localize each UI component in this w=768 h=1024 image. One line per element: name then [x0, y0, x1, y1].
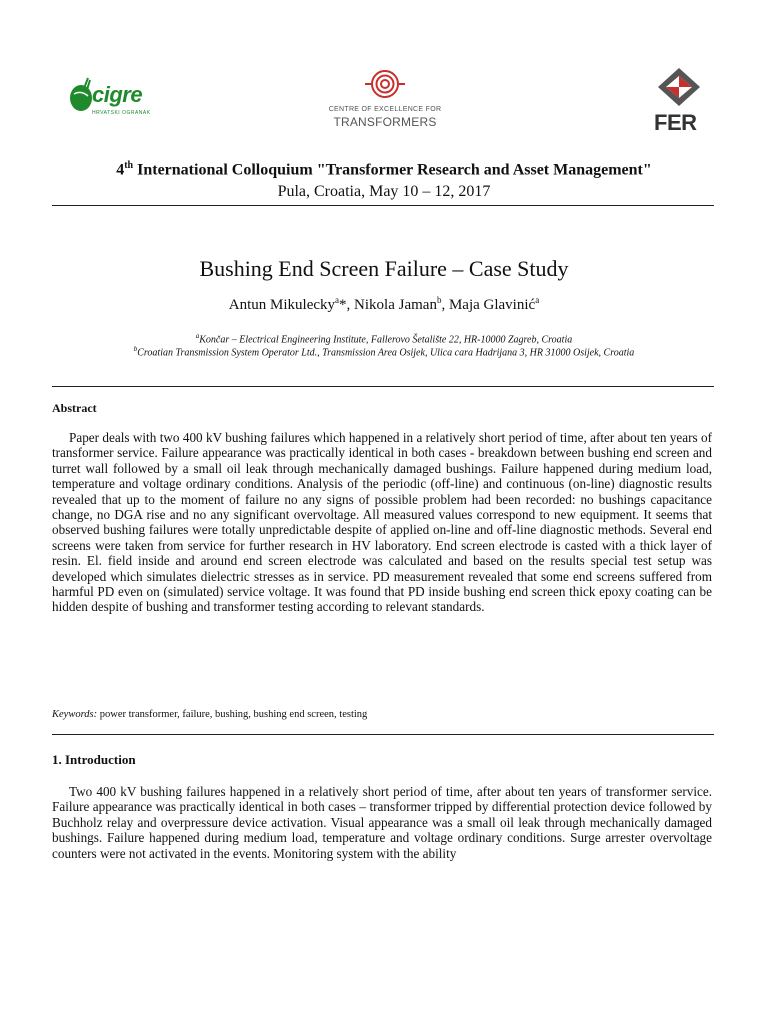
coe-subtitle: CENTRE OF EXCELLENCE FOR	[328, 106, 442, 113]
header-rule	[52, 205, 714, 206]
coe-title: TRANSFORMERS	[333, 115, 437, 129]
title-block-rule	[52, 386, 714, 387]
author-list: Antun Mikulecky$^a$*, Nikola Jaman$^b$, Maja Glavinić$^a$	[228, 295, 540, 313]
affiliation-b: $^b$Croatian Transmission System Operator Ltd., Transmission Area Osijek, Ulica cara Hadrijana 3, HR 31000 Osijek, Croatia	[133, 345, 635, 359]
author-name: Maja Glavinić	[448, 297, 536, 313]
conference-title: 4th International Colloquium "Transformer Research and Asset Management"	[116, 160, 652, 179]
introduction-text: Two 400 kV bushing failures happened in a relatively short period of time, after about ten years of transformer service. Failure appearance was practically identical in both cases – transformer tripped by differential protection device followed by Buchholz relay and overpressure device activation. Visual appearance was a small oil leak through mechanically damaged bushings. Failure happened during medium load, temperature and voltage ordinary conditions. Surge arrester overvoltage counters were not activated in the events. Monitoring system with the ability	[52, 784, 712, 861]
fer-wordmark: FER	[654, 110, 697, 135]
cigre-subtitle: HRVATSKI OGRANAK	[92, 110, 151, 116]
author-name: Nikola Jaman	[354, 297, 437, 313]
paper-title: Bushing End Screen Failure – Case Study	[199, 256, 569, 281]
keywords-line: Keywords: power transformer, failure, bushing, bushing end screen, testing	[52, 709, 368, 720]
spiral-coil-icon	[365, 66, 405, 106]
coe-transformers-logo	[320, 64, 450, 134]
conference-place-date: Pula, Croatia, May 10 – 12, 2017	[277, 183, 491, 200]
author-name: Antun Mikulecky	[228, 297, 336, 313]
affiliation-a: $^a$Končar – Electrical Engineering Institute, Fallerovo Šetalište 22, HR-10000 Zagreb, Croatia	[195, 332, 573, 346]
keywords-rule	[52, 734, 714, 735]
header-logos	[0, 64, 768, 144]
fer-logo	[652, 66, 706, 138]
abstract-heading: Abstract	[52, 401, 97, 415]
fer-emblem-icon	[652, 66, 706, 110]
abstract-text: Paper deals with two 400 kV bushing failures which happened in a relatively short period of time, after about ten years of transformer service. Failure appearance was practically identical in both cases - breakdown between bushing end screen and turret wall followed by a small oil leak through mechanically damaged bushings. Failure happened during medium load, temperature and voltage ordinary conditions. Analysis of the periodic (off-line) and continuous (on-line) diagnostic results revealed that up to the moment of failure no any signs of possible problem had been recorded: no bushings capacitance change, no DGA rise and no any significant overvoltage. All measured values correspond to new equipment. It seems that observed bushing failures were totally unpredictable despite of applied on-line and off-line diagnostic methods. Several end screens were taken from service for further research in HV laboratory. End screen electrode is casted with a thick layer of resin. El. field inside and around end screen electrode was calculated and based on the results special test setup was developed which simulates dielectric stresses as in service. PD measurement revealed that some end screens suffered from harmful PD even on (simulated) service voltage. It was found that PD inside bushing end screen thick epoxy coating can be hidden despite of bushing and transformer testing according to relevant standards.	[52, 430, 712, 615]
section-heading-introduction: 1. Introduction	[52, 752, 136, 767]
cigre-wordmark: cigre	[92, 82, 143, 107]
cigre-logo	[68, 76, 151, 118]
